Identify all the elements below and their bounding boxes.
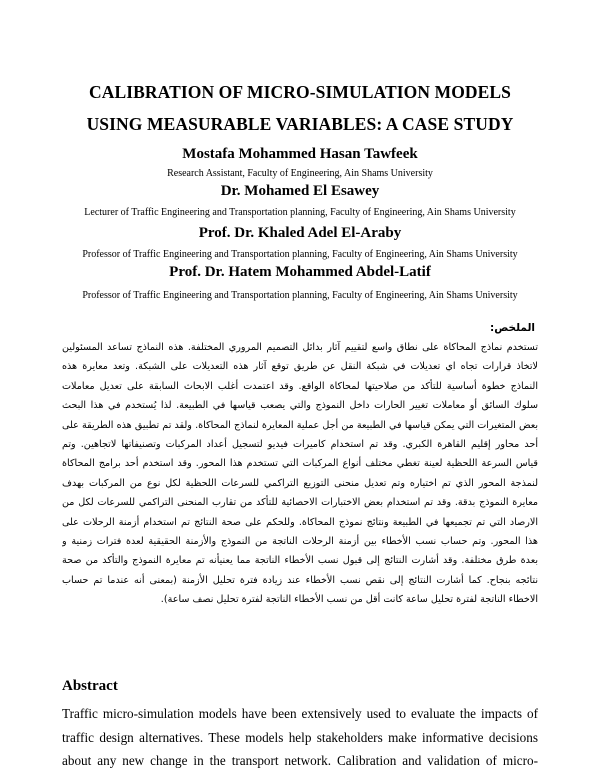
abstract-line: Traffic micro-simulation models have been extensively used to evaluate the impacts of (62, 706, 538, 721)
abstract-line: about any new change in the transport network. Calibration and validation of micro- (62, 753, 538, 768)
author-3-affiliation: Professor of Traffic Engineering and Transportation planning, Faculty of Engineering, Ain Shams University (82, 249, 518, 260)
arabic-abstract-line: لنمذجة المحور الذي تم اختياره وتم تعديل منحنى التوزيع التراكمي للسرعات اللحظية لكل نوع من المركبات بهدف (62, 477, 538, 489)
author-3-name: Prof. Dr. Khaled Adel El-Araby (198, 225, 402, 241)
abstract-heading: Abstract (62, 678, 118, 694)
author-2-affiliation: Lecturer of Traffic Engineering and Transportation planning, Faculty of Engineering, Ain Shams University (84, 207, 516, 218)
arabic-abstract-line: هذا المحور. وتم حساب نسب الأخطاء بين أزمنة الرحلات الناتجة من النموذج والأزمنة الحقيقية لعدة فترات زمنية و (62, 535, 538, 547)
paper-title-line-2: USING MEASURABLE VARIABLES: A CASE STUDY (86, 114, 514, 134)
abstract-line: traffic design alternatives. These models help stakeholders make informative decisions (62, 729, 538, 745)
paper-title-line-1: CALIBRATION OF MICRO-SIMULATION MODELS (88, 82, 512, 102)
arabic-abstract-line: تستخدم نماذج المحاكاة على نطاق واسع لتقييم آثار بدائل التصميم المروري المختلفة. هذه النماذج تساعد المسئولين (62, 342, 538, 353)
author-4-name: Prof. Dr. Hatem Mohammed Abdel-Latif (169, 264, 431, 280)
arabic-abstract-line: الارصاد التي تم تجميعها في الطبيعة ونتائج نموذج المحاكاة. وللحكم على صحة النتائج تم استخدام أزمنة الرحلات على (62, 516, 538, 528)
arabic-abstract-line: معايرة النموذج بدقة. وقد تم استخدام بعض الاختبارات الاحصائية للتأكد من تقارب المنحنى التراكمي للسرعات لكل من (62, 497, 538, 509)
arabic-abstract-line: نتائجه بنجاح. كما أشارت النتائج إلى نقص نسب الأخطاء عند زيادة فترة تحليل الأزمنة (بمعنى أنه عندما تم حساب (62, 574, 538, 586)
author-1-name: Mostafa Mohammed Hasan Tawfeek (182, 146, 418, 162)
author-1-affiliation: Research Assistant, Faculty of Engineering, Ain Shams University (167, 168, 433, 179)
arabic-abstract-line: قياس السرعة اللحظية لعينة تغطي مختلف أنواع المركبات التي تستخدم هذا المحور. وقد استخدم أحد برامج المحاكاة (62, 458, 538, 470)
arabic-abstract-line: الاخطاء الناتجة لفترة تحليل ساعة كانت أقل من نسب الأخطاء الناتجة لفترة تحليل نصف ساعة). (160, 594, 538, 606)
arabic-abstract-line: بعض المتغيرات التي يمكن قياسها في الطبيعة من أجل عملية المعايرة لنماذج المحاكاة. ولقد تم تطبيق هذه الطريقة على (62, 419, 538, 431)
author-2-name: Dr. Mohamed El Esawey (220, 183, 380, 199)
abstract-body (62, 702, 538, 773)
arabic-abstract-line: سلوك السائق أو معاملات تغيير الحارات داخل النموذج والتي يصعب قياسها في الطبيعة. لذا يُستخدم في هذا البحث (62, 400, 538, 412)
arabic-abstract-line: لاتخاذ قرارات تجاه اي تعديلات في شبكة النقل عن طريق توقع آثار هذه التعديلات على الشبكة. وتعد معايرة هذه (62, 361, 538, 373)
arabic-abstract-body (62, 338, 538, 609)
arabic-abstract-line: أحد محاور إقليم القاهرة الكبري. وقد تم استخدام كاميرات فيديو لتسجيل أعداد المركبات وتصنيفاتها لاتجاهين. وتم (62, 438, 538, 450)
author-4-affiliation: Professor of Traffic Engineering and Transportation planning, Faculty of Engineering, Ain Shams University (82, 290, 518, 301)
arabic-abstract-line: بعدة طرق مختلفة. وقد أشارت النتائج إلى قبول نسب الأخطاء الناتجة مما يعنيأنه تم معايرة النموذج والتأكد من صحة (62, 555, 538, 567)
arabic-abstract-line: النماذج خطوة أساسية للتأكد من صلاحيتها لمحاكاة الواقع. وقد اعتمدت أغلب الابحاث السابقة على تعديل معاملات (62, 380, 538, 392)
arabic-abstract-heading: الملخص: (490, 322, 535, 334)
